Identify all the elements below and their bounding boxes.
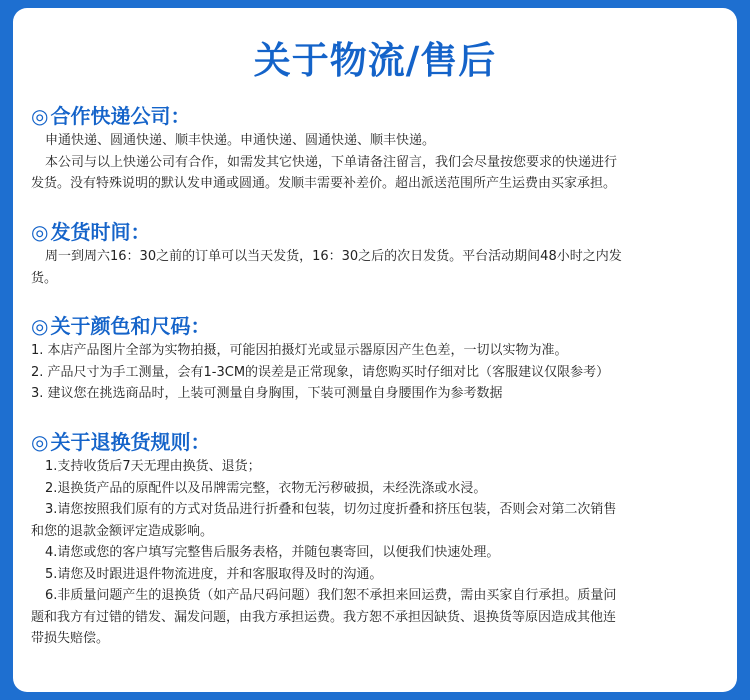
text-line: 4.请您或您的客户填写完整售后服务表格，并随包裹寄回，以便我们快速处理。 xyxy=(45,545,500,560)
text-line: 题和我方有过错的错发、漏发问题，由我方承担运费。我方恕不承担因缺货、退换货等原因造成其他连 xyxy=(31,609,617,625)
section-heading xyxy=(31,218,723,246)
section-heading xyxy=(31,428,723,456)
text-line: 2. 产品尺寸为手工测量，会有1-3CM的误差是正常现象，请您购买时仔细对比（客服建议仅限参考） xyxy=(31,364,610,380)
text-line: 2.退换货产品的原配件以及吊牌需完整，衣物无污秽破损，未经洗涤或水浸。 xyxy=(45,480,487,496)
text-line: 发货。没有特殊说明的默认发申通或圆通。发顺丰需要补差价。超出派送范围所产生运费由买家承担。 xyxy=(31,176,617,191)
text-line: 1. 本店产品图片全部为实物拍摄，可能因拍摄灯光或显示器原因产生色差，一切以实物为准。 xyxy=(31,343,568,358)
circle-bullet-icon: ◎ xyxy=(31,220,49,244)
section-heading-text: 关于颜色和尺码： xyxy=(50,314,211,338)
section-heading xyxy=(31,102,723,130)
section-heading-text: 发货时间： xyxy=(50,220,151,244)
section-heading-text: 合作快递公司： xyxy=(50,104,191,128)
text-line: 带损失赔偿。 xyxy=(31,631,110,646)
circle-bullet-icon: ◎ xyxy=(31,104,49,128)
section-courier xyxy=(31,102,723,195)
text-line: 本公司与以上快递公司有合作，如需发其它快递，下单请备注留言，我们会尽量按您要求的快递进行 xyxy=(45,154,618,170)
section-return-policy xyxy=(31,428,723,650)
circle-bullet-icon: ◎ xyxy=(31,314,49,338)
section-heading-text: 关于退换货规则： xyxy=(50,430,211,454)
text-line: 和您的退款金额评定造成影响。 xyxy=(31,523,214,539)
text-line: 5.请您及时跟进退件物流进度，并和客服取得及时的沟通。 xyxy=(45,566,383,582)
circle-bullet-icon: ◎ xyxy=(31,430,49,454)
section-shipping-time xyxy=(31,218,723,289)
content-card xyxy=(13,8,737,692)
text-line: 1.支持收货后7天无理由换货、退货； xyxy=(45,459,261,474)
text-line: 6.非质量问题产生的退换货（如产品尺码问题）我们恕不承担来回运费，需由买家自行承担。质量问 xyxy=(45,588,617,603)
text-line: 3.请您按照我们原有的方式对货品进行折叠和包装，切勿过度折叠和挤压包装，否则会对第二次销售 xyxy=(45,502,617,517)
text-line: 申通快递、圆通快递、顺丰快递。申通快递、圆通快递、顺丰快递。 xyxy=(45,133,436,148)
text-line: 货。 xyxy=(31,270,58,286)
text-line: 周一到周六16：30之前的订单可以当天发货，16：30之后的次日发货。平台活动期间48小时之内发 xyxy=(45,249,622,264)
section-color-size xyxy=(31,312,723,405)
section-heading xyxy=(31,312,723,340)
text-line: 3. 建议您在挑选商品时，上装可测量自身胸围，下装可测量自身腰围作为参考数据 xyxy=(31,386,503,401)
page-title: 关于物流/售后 xyxy=(253,39,497,82)
